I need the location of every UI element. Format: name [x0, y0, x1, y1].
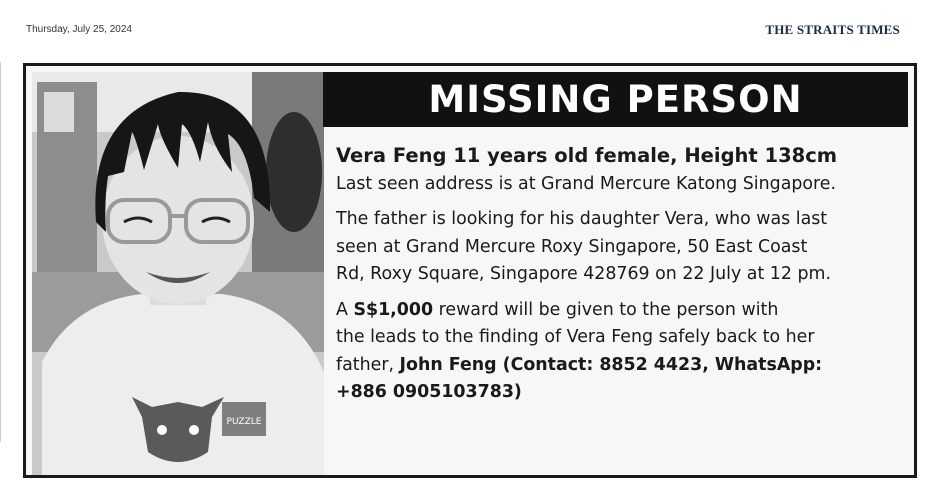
ad-text-body	[336, 142, 906, 407]
reward-line	[336, 297, 906, 325]
reward-paragraph	[336, 297, 906, 407]
reward-amount: S$1,000	[353, 299, 434, 320]
missing-person-ad	[23, 63, 917, 478]
father-paragraph-line: Rd, Roxy Square, Singapore 428769 on 22 July at 12 pm.	[336, 264, 831, 284]
newspaper-masthead: THE STRAITS TIMES	[765, 22, 900, 37]
reward-paragraph-line: the leads to the finding of Vera Feng safely back to her	[336, 327, 815, 347]
contact-whatsapp-line	[336, 379, 906, 407]
banner-title: MISSING PERSON	[428, 78, 803, 121]
photo-illustration	[32, 72, 324, 475]
contact-prefix: father,	[336, 354, 400, 375]
reward-prefix: A	[336, 299, 354, 320]
missing-person-banner	[323, 72, 908, 127]
ad-headline: Vera Feng 11 years old female, Height 138cm	[336, 144, 838, 167]
father-paragraph-line: seen at Grand Mercure Roxy Singapore, 50 East Coast	[336, 236, 808, 257]
contact-details: John Feng (Contact: 8852 4423, WhatsApp:	[399, 354, 823, 375]
contact-line	[336, 352, 906, 380]
reward-rest: reward will be given to the person with	[433, 299, 779, 320]
girl-photo	[32, 72, 324, 475]
father-paragraph-line: The father is looking for his daughter Vera, who was last	[336, 209, 828, 229]
whatsapp-number: +886 0905103783)	[336, 382, 522, 402]
last-seen-line: Last seen address is at Grand Mercure Katong Singapore.	[336, 173, 837, 194]
left-rule	[0, 62, 1, 442]
father-paragraph	[336, 206, 906, 289]
date-line: Thursday, July 25, 2024	[26, 24, 132, 35]
shirt-puzzle-text: PUZZLE	[226, 417, 262, 427]
